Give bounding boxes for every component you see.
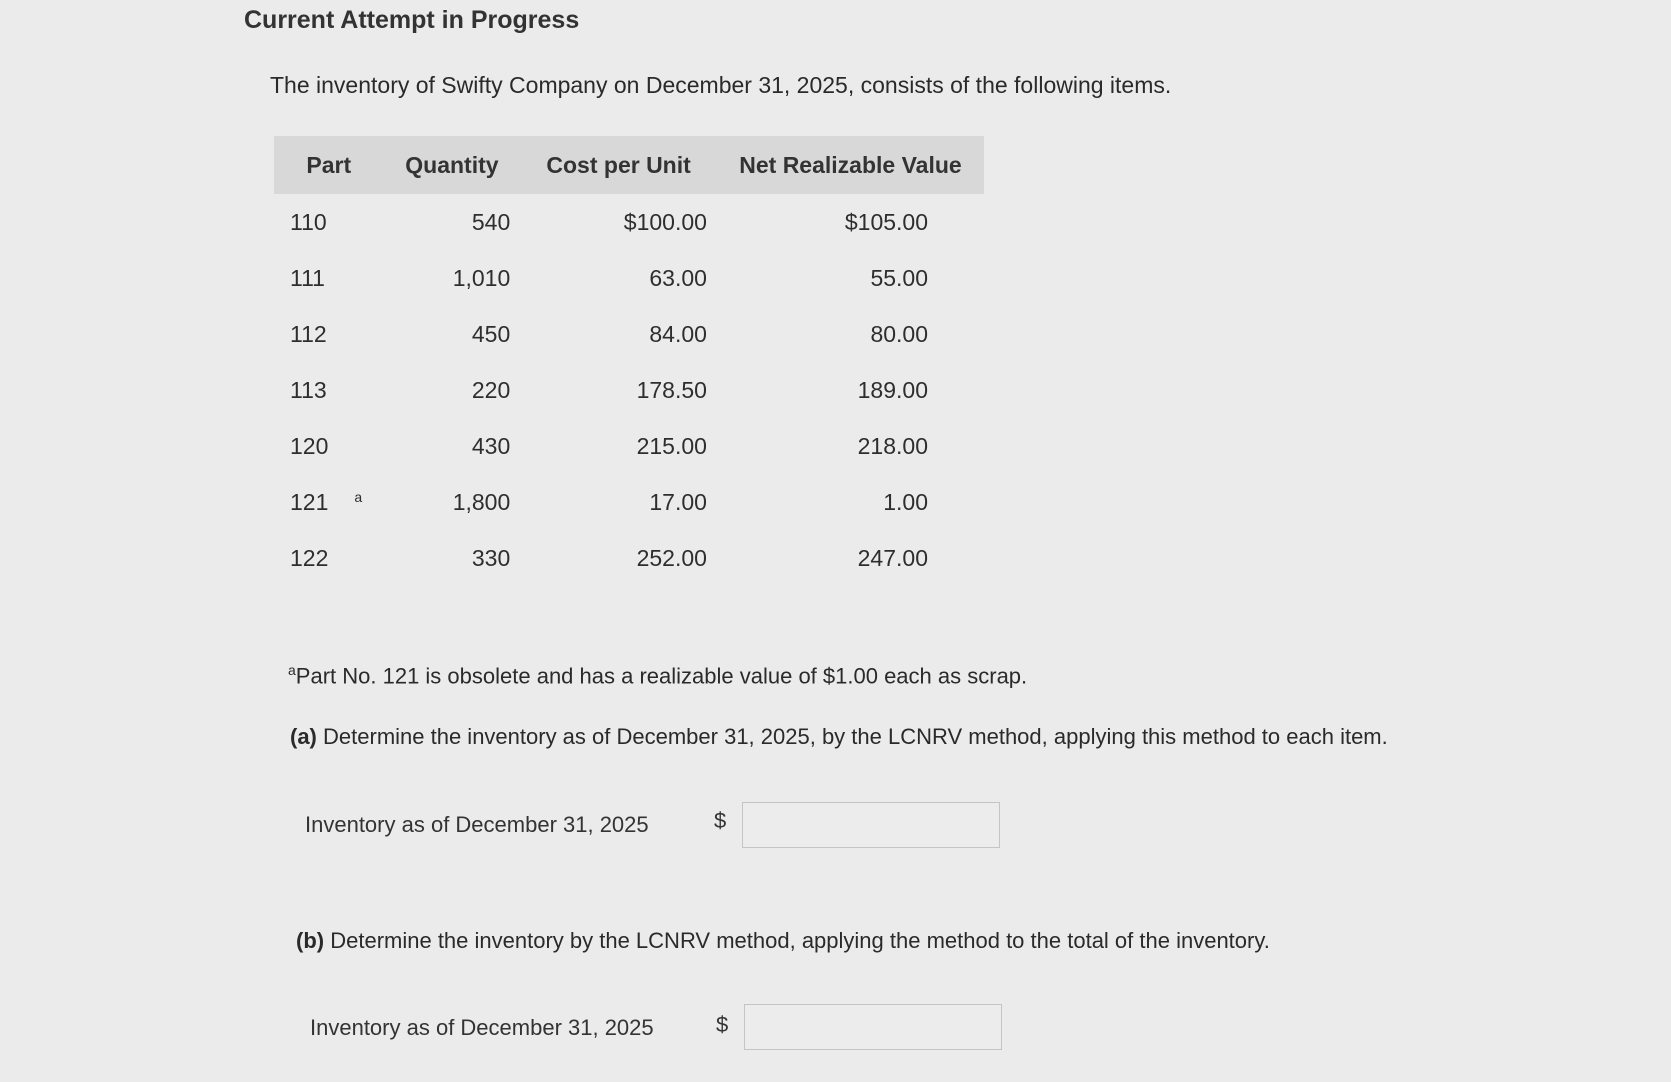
cost-cell: 63.00 (649, 264, 707, 291)
question-a (290, 724, 1388, 750)
nrv-cell: $105.00 (844, 208, 928, 235)
question-b-text: Determine the inventory by the LCNRV method, applying the method to the total of the inventory. (330, 928, 1270, 953)
inventory-table (274, 136, 984, 586)
nrv-cell: 189.00 (857, 376, 928, 403)
cost-cell: 252.00 (636, 544, 707, 571)
table-header-row (274, 136, 984, 194)
answer-b-input[interactable] (744, 1004, 1002, 1050)
question-b-tag: (b) (296, 928, 325, 953)
quantity-cell: 330 (471, 544, 511, 571)
answer-b-currency: $ (716, 1012, 729, 1037)
footnote-sup: a (288, 662, 296, 678)
cost-cell: 17.00 (649, 488, 707, 515)
part-cell (274, 306, 384, 362)
quantity-cell: 1,010 (452, 264, 511, 291)
table-header (274, 136, 984, 194)
cost-cell: 84.00 (649, 320, 707, 347)
problem-intro: The inventory of Swifty Company on December 31, 2025, consists of the following items. (270, 72, 1172, 98)
quantity-cell: 430 (471, 432, 511, 459)
page-title: Current Attempt in Progress (244, 6, 580, 34)
quantity-cell: 220 (471, 376, 511, 403)
nrv-cell: 218.00 (857, 432, 928, 459)
answer-a-input[interactable] (742, 802, 1000, 848)
part-cell (274, 194, 384, 250)
cost-cell: 178.50 (636, 376, 707, 403)
footnote-text: Part No. 121 is obsolete and has a realizable value of $1.00 each as scrap. (295, 663, 1028, 689)
footnote (288, 662, 1027, 689)
part-cell (274, 530, 384, 586)
question-a-tag: (a) (290, 724, 317, 749)
header-part: Part (274, 136, 384, 194)
nrv-cell: 80.00 (870, 320, 928, 347)
part-number: 120 (290, 432, 329, 459)
header-net-realizable-value: Net Realizable Value (717, 136, 984, 194)
cost-cell: $100.00 (623, 208, 707, 235)
part-cell (274, 474, 384, 530)
part-number: 122 (290, 544, 329, 571)
table-row (274, 530, 984, 586)
part-number: 110 (290, 208, 327, 235)
part-number: 121 (290, 488, 329, 515)
answer-a-label: Inventory as of December 31, 2025 (305, 812, 649, 837)
cost-cell: 215.00 (636, 432, 707, 459)
part-number: 111 (290, 264, 325, 291)
table-row (274, 250, 984, 306)
part-number: 112 (290, 320, 327, 347)
quantity-cell: 450 (471, 320, 511, 347)
part-number: 113 (290, 376, 327, 403)
footnote-marker: a (354, 488, 363, 505)
answer-b-label: Inventory as of December 31, 2025 (310, 1015, 654, 1040)
nrv-cell: 1.00 (883, 488, 928, 515)
header-quantity: Quantity (384, 136, 521, 194)
table-row (274, 362, 984, 418)
table-row (274, 474, 984, 530)
part-cell (274, 362, 384, 418)
table-row (274, 418, 984, 474)
table-row (274, 194, 984, 250)
table-row (274, 306, 984, 362)
part-cell (274, 250, 384, 306)
question-a-text: Determine the inventory as of December 31, 2025, by the LCNRV method, applying this method to each item. (323, 724, 1388, 749)
quantity-cell: 1,800 (452, 488, 511, 515)
header-cost-per-unit: Cost per Unit (520, 136, 717, 194)
part-cell (274, 418, 384, 474)
answer-a-currency: $ (714, 808, 727, 833)
quantity-cell: 540 (471, 208, 511, 235)
nrv-cell: 247.00 (857, 544, 928, 571)
question-b (296, 928, 1270, 954)
table-body (274, 194, 984, 586)
nrv-cell: 55.00 (870, 264, 928, 291)
